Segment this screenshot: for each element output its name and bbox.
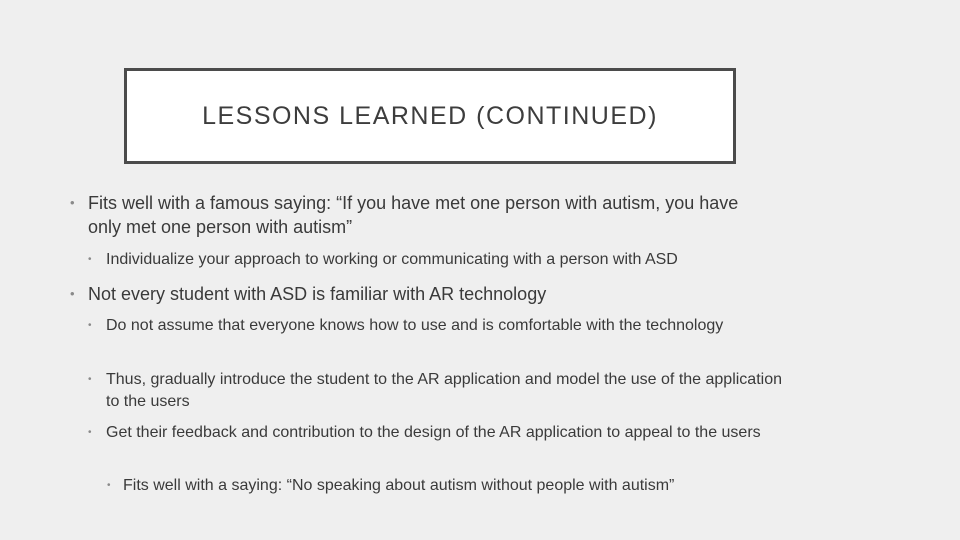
bullet-text: Fits well with a saying: “No speaking about autism without people with autism” (123, 477, 675, 494)
bullet-item (70, 191, 770, 239)
bullet-item (107, 475, 807, 497)
bullet-text: Get their feedback and contribution to the design of the AR application to appeal to the users (106, 424, 761, 441)
bullet-item (88, 422, 788, 444)
slide-title: LESSONS LEARNED (CONTINUED) (202, 101, 658, 130)
bullet-icon: • (107, 480, 111, 491)
bullet-icon: • (88, 320, 92, 331)
bullet-text: Not every student with ASD is familiar with AR technology (88, 284, 547, 304)
bullet-item (88, 369, 788, 413)
bullet-item (88, 315, 728, 337)
bullet-icon: • (70, 195, 75, 210)
bullet-text: Individualize your approach to working or communicating with a person with ASD (106, 251, 678, 268)
bullet-icon: • (70, 286, 75, 301)
bullet-text: Do not assume that everyone knows how to use and is comfortable with the technology (106, 317, 724, 334)
bullet-text: Thus, gradually introduce the student to the AR application and model the use of the application to the users (106, 371, 782, 410)
bullet-item (88, 249, 788, 271)
bullet-text: Fits well with a famous saying: “If you have met one person with autism, you have only met one person with autism” (88, 193, 739, 237)
bullet-icon: • (88, 427, 92, 438)
bullet-icon: • (88, 254, 92, 265)
bullet-item (70, 282, 770, 306)
bullet-icon: • (88, 374, 92, 385)
